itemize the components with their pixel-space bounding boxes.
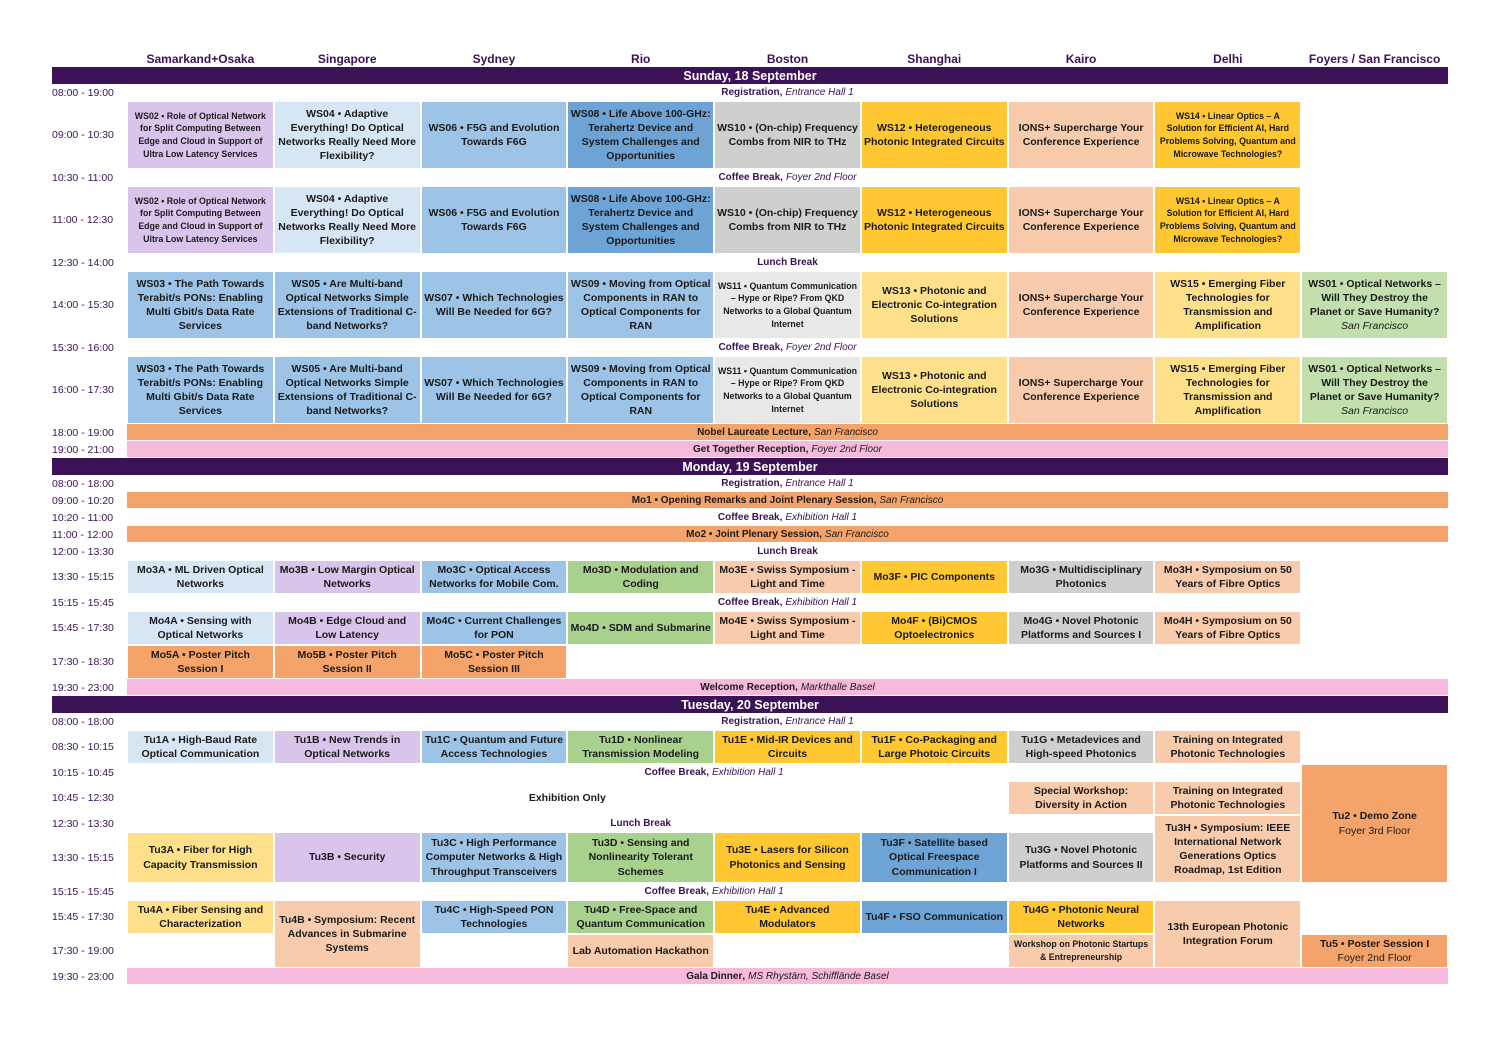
session-ws11[interactable]: WS11 • Quantum Communication – Hype or Ripe? From QKD Networks to a Global Quantum Internet [714,271,861,339]
session-mo4f[interactable]: Mo4F • (Bi)CMOS Optoelectronics [861,611,1008,645]
time-label: 17:30 - 18:30 [52,656,114,668]
welcome-reception[interactable]: Welcome Reception , Markthalle Basel [127,679,1448,696]
time-label: 10:45 - 12:30 [52,792,114,804]
session-mo2[interactable]: Mo2 • Joint Plenary Session , San Francisco [127,526,1448,543]
session-tu3g[interactable]: Tu3G • Novel Photonic Platforms and Sources II [1008,832,1155,883]
coffee-break: Coffee Break , Exhibition Hall 1 [644,886,784,897]
session-tu4f[interactable]: Tu4F • FSO Communication [861,900,1008,934]
registration-break: Registration , Entrance Hall 1 [721,716,854,727]
session-tu1b[interactable]: Tu1B • New Trends in Optical Networks [274,730,421,764]
column-header: Shanghai [907,51,962,66]
session-ws15[interactable]: WS15 • Emerging Fiber Technologies for Transmission and Amplification [1154,356,1301,424]
session-mo3d[interactable]: Mo3D • Modulation and Coding [567,560,714,594]
column-header: Sydney [472,51,516,66]
session-ws05[interactable]: WS05 • Are Multi-band Optical Networks Simple Extensions of Traditional C-band Networks? [274,271,421,339]
column-header: Boston [766,51,809,66]
session-ws02[interactable]: WS02 • Role of Optical Network for Split Computing Between Edge and Cloud in Support of Ultra Low Latency Services [127,101,274,169]
time-label: 13:30 - 15:15 [52,571,114,583]
time-label: 16:00 - 17:30 [52,384,114,396]
session-tu4b[interactable]: Tu4B • Symposium: Recent Advances in Submarine Systems [274,900,421,968]
session-ws03[interactable]: WS03 • The Path Towards Terabit/s PONs: Enabling Multi Gbit/s Data Rate Services [127,271,274,339]
exhibition-only: Exhibition Only [528,792,606,804]
session-mo4h[interactable]: Mo4H • Symposium on 50 Years of Fibre Optics [1154,611,1301,645]
time-label: 12:30 - 13:30 [52,817,114,830]
session-ions[interactable]: IONS+ Supercharge Your Conference Experience [1008,271,1155,339]
session-tu3a[interactable]: Tu3A • Fiber for High Capacity Transmission [127,832,274,883]
time-label: 17:30 - 19:00 [52,945,114,957]
session-ws08[interactable]: WS08 • Life Above 100-GHz: Terahertz Device and System Challenges and Opportunities [567,186,714,254]
gala-dinner[interactable]: Gala Dinner , MS Rhystärn, Schifflände Basel [127,968,1448,985]
get-together-reception[interactable]: Get Together Reception , Foyer 2nd Floor [127,441,1448,458]
time-label: 15:30 - 16:00 [52,341,114,354]
session-tu1c[interactable]: Tu1C • Quantum and Future Access Technologies [421,730,568,764]
registration-break: Registration , Entrance Hall 1 [721,478,854,489]
schedule-grid [52,50,1448,1002]
session-ws14[interactable]: WS14 • Linear Optics – A Solution for Efficient AI, Hard Problems Solving, Quantum and Microwave Technologies? [1154,101,1301,169]
time-label: 12:30 - 14:00 [52,256,114,269]
session-mo4a[interactable]: Mo4A • Sensing with Optical Networks [127,611,274,645]
session-mo5c[interactable]: Mo5C • Poster Pitch Session III [421,645,568,679]
session-mo5a[interactable]: Mo5A • Poster Pitch Session I [127,645,274,679]
session-photonic-integration-forum[interactable]: 13th European Photonic Integration Forum [1154,900,1301,968]
time-label: 13:30 - 15:15 [52,851,114,864]
time-label: 15:15 - 15:45 [52,596,114,609]
session-ws13[interactable]: WS13 • Photonic and Electronic Co-integration Solutions [861,271,1008,339]
time-label: 10:15 - 10:45 [52,766,114,779]
session-tu3d[interactable]: Tu3D • Sensing and Nonlinearity Tolerant Schemes [567,832,714,883]
session-ws01[interactable]: WS01 • Optical Networks – Will They Destroy the Planet or Save Humanity? San Francisco [1301,356,1448,424]
time-label: 08:30 - 10:15 [52,741,114,753]
session-ws09[interactable]: WS09 • Moving from Optical Components in RAN to Optical Components for RAN [567,356,714,424]
session-tu5-poster[interactable]: Tu5 • Poster Session I Foyer 2nd Floor [1301,934,1448,968]
session-ws15[interactable]: WS15 • Emerging Fiber Technologies for Transmission and Amplification [1154,271,1301,339]
time-label: 08:00 - 18:00 [52,477,114,490]
session-tu1f[interactable]: Tu1F • Co-Packaging and Large Photoic Circuits [861,730,1008,764]
session-tu1e[interactable]: Tu1E • Mid-IR Devices and Circuits [714,730,861,764]
session-ws10[interactable]: WS10 • (On-chip) Frequency Combs from NIR to THz [714,186,861,254]
session-mo3f[interactable]: Mo3F • PIC Components [861,560,1008,594]
column-header: Delhi [1213,51,1243,66]
session-ws04[interactable]: WS04 • Adaptive Everything! Do Optical Networks Really Need More Flexibility? [274,186,421,254]
lunch-break: Lunch Break [610,818,671,829]
time-label: 08:00 - 19:00 [52,86,114,99]
time-label: 14:00 - 15:30 [52,299,114,311]
session-ws03[interactable]: WS03 • The Path Towards Terabit/s PONs: Enabling Multi Gbit/s Data Rate Services [127,356,274,424]
time-label: 09:00 - 10:30 [52,129,114,141]
session-lab-automation-hackathon[interactable]: Lab Automation Hackathon [567,934,714,968]
session-ions[interactable]: IONS+ Supercharge Your Conference Experience [1008,356,1155,424]
day-header-sunday: Sunday, 18 September [52,67,1448,84]
column-header: Singapore [317,51,377,66]
time-label: 08:00 - 18:00 [52,715,114,728]
session-ws08[interactable]: WS08 • Life Above 100-GHz: Terahertz Device and System Challenges and Opportunities [567,101,714,169]
session-tu2-demo-zone[interactable]: Tu2 • Demo Zone Foyer 3rd Floor [1301,764,1448,883]
session-ws07[interactable]: WS07 • Which Technologies Will Be Needed for 6G? [421,271,568,339]
coffee-break: Coffee Break , Exhibition Hall 1 [717,597,858,608]
session-tu3b[interactable]: Tu3B • Security [274,832,421,883]
session-ws02[interactable]: WS02 • Role of Optical Network for Split Computing Between Edge and Cloud in Support of Ultra Low Latency Services [127,186,274,254]
time-label: 09:00 - 10:20 [52,494,114,507]
lunch-break: Lunch Break [757,546,818,557]
session-tu3e[interactable]: Tu3E • Lasers for Silicon Photonics and Sensing [714,832,861,883]
time-label: 15:15 - 15:45 [52,885,114,898]
coffee-break: Coffee Break , Foyer 2nd Floor [718,172,857,183]
time-label: 19:30 - 23:00 [52,970,114,983]
day-header-tuesday: Tuesday, 20 September [52,696,1448,713]
column-header: Rio [631,51,651,66]
time-label: 11:00 - 12:00 [52,528,114,541]
session-ws14[interactable]: WS14 • Linear Optics – A Solution for Efficient AI, Hard Problems Solving, Quantum and Microwave Technologies? [1154,186,1301,254]
session-ws12[interactable]: WS12 • Heterogeneous Photonic Integrated Circuits [861,101,1008,169]
session-tu3f[interactable]: Tu3F • Satellite based Optical Freespace Communication I [861,832,1008,883]
session-tu3h[interactable]: Tu3H • Symposium: IEEE International Network Generations Optics Roadmap, 1st Edition [1154,815,1301,883]
session-mo3b[interactable]: Mo3B • Low Margin Optical Networks [274,560,421,594]
session-ws13[interactable]: WS13 • Photonic and Electronic Co-integration Solutions [861,356,1008,424]
session-tu4c[interactable]: Tu4C • High-Speed PON Technologies [421,900,568,934]
lunch-break: Lunch Break [757,257,818,268]
session-tu1g[interactable]: Tu1G • Metadevices and High-speed Photonics [1008,730,1155,764]
session-ws06[interactable]: WS06 • F5G and Evolution Towards F6G [421,101,568,169]
session-ws07[interactable]: WS07 • Which Technologies Will Be Needed for 6G? [421,356,568,424]
session-tu4d[interactable]: Tu4D • Free-Space and Quantum Communication [567,900,714,934]
column-header: Foyers / San Francisco [1308,51,1441,66]
day-header-monday: Monday, 19 September [52,458,1448,475]
session-ws12[interactable]: WS12 • Heterogeneous Photonic Integrated Circuits [861,186,1008,254]
session-training[interactable]: Training on Integrated Photonic Technologies [1154,781,1301,815]
session-tu4e[interactable]: Tu4E • Advanced Modulators [714,900,861,934]
session-ions[interactable]: IONS+ Supercharge Your Conference Experience [1008,101,1155,169]
session-mo4c[interactable]: Mo4C • Current Challenges for PON [421,611,568,645]
session-ws11[interactable]: WS11 • Quantum Communication – Hype or Ripe? From QKD Networks to a Global Quantum Internet [714,356,861,424]
session-mo3e[interactable]: Mo3E • Swiss Symposium - Light and Time [714,560,861,594]
session-ws01[interactable]: WS01 • Optical Networks – Will They Destroy the Planet or Save Humanity? San Francisco [1301,271,1448,339]
coffee-break: Coffee Break , Exhibition Hall 1 [717,512,858,523]
session-mo1[interactable]: Mo1 • Opening Remarks and Joint Plenary Session , San Francisco [127,492,1448,509]
session-ws05[interactable]: WS05 • Are Multi-band Optical Networks Simple Extensions of Traditional C-band Networks? [274,356,421,424]
session-ws04[interactable]: WS04 • Adaptive Everything! Do Optical Networks Really Need More Flexibility? [274,101,421,169]
session-tu1a[interactable]: Tu1A • High-Baud Rate Optical Communication [127,730,274,764]
session-startup-workshop[interactable]: Workshop on Photonic Startups & Entrepreneurship [1008,934,1155,968]
session-tu4a[interactable]: Tu4A • Fiber Sensing and Characterization [127,900,274,934]
coffee-break: Coffee Break , Exhibition Hall 1 [644,767,784,778]
time-label: 18:00 - 19:00 [52,426,114,439]
session-tu1d[interactable]: Tu1D • Nonlinear Transmission Modeling [567,730,714,764]
time-label: 19:30 - 23:00 [52,681,114,694]
session-mo3h[interactable]: Mo3H • Symposium on 50 Years of Fibre Optics [1154,560,1301,594]
time-label: 10:30 - 11:00 [52,171,114,184]
time-label: 11:00 - 12:30 [52,214,114,226]
session-ws10[interactable]: WS10 • (On-chip) Frequency Combs from NIR to THz [714,101,861,169]
session-mo3a[interactable]: Mo3A • ML Driven Optical Networks [127,560,274,594]
session-mo4e[interactable]: Mo4E • Swiss Symposium - Light and Time [714,611,861,645]
session-ions[interactable]: IONS+ Supercharge Your Conference Experience [1008,186,1155,254]
column-header: Samarkand+Osaka [146,51,255,66]
registration-break: Registration , Entrance Hall 1 [721,87,854,98]
time-label: 10:20 - 11:00 [52,511,114,524]
session-special-workshop[interactable]: Special Workshop: Diversity in Action [1008,781,1155,815]
time-label: 15:45 - 17:30 [52,622,114,634]
session-ws06[interactable]: WS06 • F5G and Evolution Towards F6G [421,186,568,254]
column-header: Kairo [1065,51,1097,66]
time-label: 19:00 - 21:00 [52,443,114,456]
coffee-break: Coffee Break , Foyer 2nd Floor [718,342,857,353]
session-training[interactable]: Training on Integrated Photonic Technologies [1154,730,1301,764]
time-label: 12:00 - 13:30 [52,545,114,558]
nobel-lecture[interactable]: Nobel Laureate Lecture , San Francisco [127,424,1448,441]
session-mo3c[interactable]: Mo3C • Optical Access Networks for Mobile Com. [421,560,568,594]
session-mo3g[interactable]: Mo3G • Multidisciplinary Photonics [1008,560,1155,594]
session-tu3c[interactable]: Tu3C • High Performance Computer Networks & High Throughput Transceivers [421,832,568,883]
session-ws09[interactable]: WS09 • Moving from Optical Components in RAN to Optical Components for RAN [567,271,714,339]
session-tu4g[interactable]: Tu4G • Photonic Neural Networks [1008,900,1155,934]
session-mo5b[interactable]: Mo5B • Poster Pitch Session II [274,645,421,679]
session-mo4d[interactable]: Mo4D • SDM and Submarine [567,611,714,645]
session-mo4g[interactable]: Mo4G • Novel Photonic Platforms and Sources I [1008,611,1155,645]
time-label: 15:45 - 17:30 [52,911,114,923]
session-mo4b[interactable]: Mo4B • Edge Cloud and Low Latency [274,611,421,645]
